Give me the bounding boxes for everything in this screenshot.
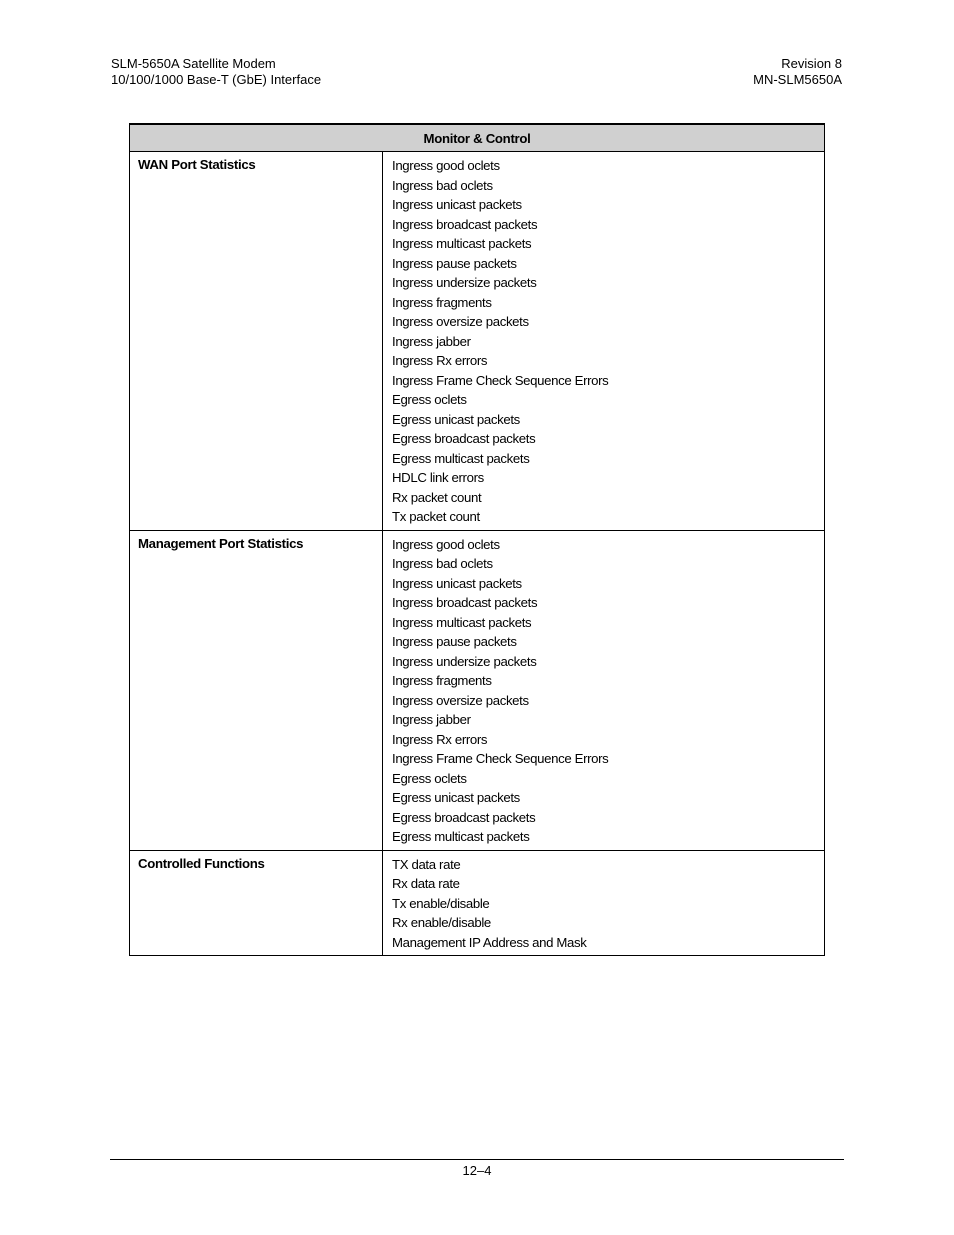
list-item: Egress broadcast packets [392,809,536,825]
list-item: Ingress unicast packets [392,575,522,591]
list-item: Ingress pause packets [392,255,517,271]
list-item: Rx enable/disable [392,915,491,930]
list-item: Tx packet count [392,509,480,524]
table-row-controlled-functions [130,850,825,956]
row-items [383,152,825,531]
table-header-row [130,124,825,152]
list-item: Ingress jabber [392,712,471,727]
document-title: SLM-5650A Satellite Modem [111,56,276,71]
list-item: Management IP Address and Mask [392,934,587,950]
manual-number: MN-SLM5650A [753,72,842,87]
list-item: Ingress multicast packets [392,236,532,251]
list-item: Ingress bad oclets [392,177,493,193]
list-item: TX data rate [392,856,461,872]
table-row-management-port-statistics [130,530,825,850]
list-item: Egress broadcast packets [392,431,536,446]
header-left [111,56,321,88]
list-item: Egress multicast packets [392,450,530,466]
list-item: Ingress undersize packets [392,653,537,669]
table-title: Monitor & Control [130,124,825,152]
page-number: 12–4 [462,1163,492,1178]
list-item: Ingress multicast packets [392,614,532,630]
item-list [392,855,816,953]
list-item: Ingress fragments [392,673,492,688]
list-item: Ingress Frame Check Sequence Errors [392,372,609,388]
header-right [753,56,842,88]
monitor-control-table [129,123,825,956]
list-item: Ingress fragments [392,294,492,310]
list-item: Ingress good oclets [392,158,500,173]
table-row-wan-port-statistics [130,152,825,531]
row-items [383,850,825,956]
list-item: Egress unicast packets [392,790,520,805]
list-item: Egress oclets [392,392,467,407]
list-item: Ingress broadcast packets [392,216,538,232]
list-item: Tx enable/disable [392,895,490,911]
revision-label: Revision 8 [781,56,842,71]
list-item: Ingress Rx errors [392,731,488,747]
list-item: Ingress pause packets [392,634,517,649]
list-item: Ingress unicast packets [392,197,522,212]
list-item: Ingress bad oclets [392,556,493,571]
list-item: Ingress Rx errors [392,353,488,368]
list-item: Rx data rate [392,876,460,891]
list-item: Ingress Frame Check Sequence Errors [392,751,609,766]
list-item: Ingress oversize packets [392,692,529,708]
row-label: Controlled Functions [130,850,383,956]
list-item: Ingress oversize packets [392,314,529,329]
row-label: WAN Port Statistics [130,152,383,531]
list-item: Ingress broadcast packets [392,595,538,610]
row-label: Management Port Statistics [130,530,383,850]
list-item: Rx packet count [392,489,482,505]
list-item: Ingress jabber [392,333,471,349]
item-list [392,156,816,527]
document-subtitle: 10/100/1000 Base-T (GbE) Interface [111,72,322,87]
row-items [383,530,825,850]
list-item: Egress unicast packets [392,411,520,427]
list-item: Ingress good oclets [392,536,500,552]
list-item: Egress oclets [392,770,467,786]
list-item: HDLC link errors [392,470,484,485]
item-list [392,535,816,847]
list-item: Egress multicast packets [392,829,530,844]
list-item: Ingress undersize packets [392,275,537,290]
footer-rule [110,1159,844,1160]
